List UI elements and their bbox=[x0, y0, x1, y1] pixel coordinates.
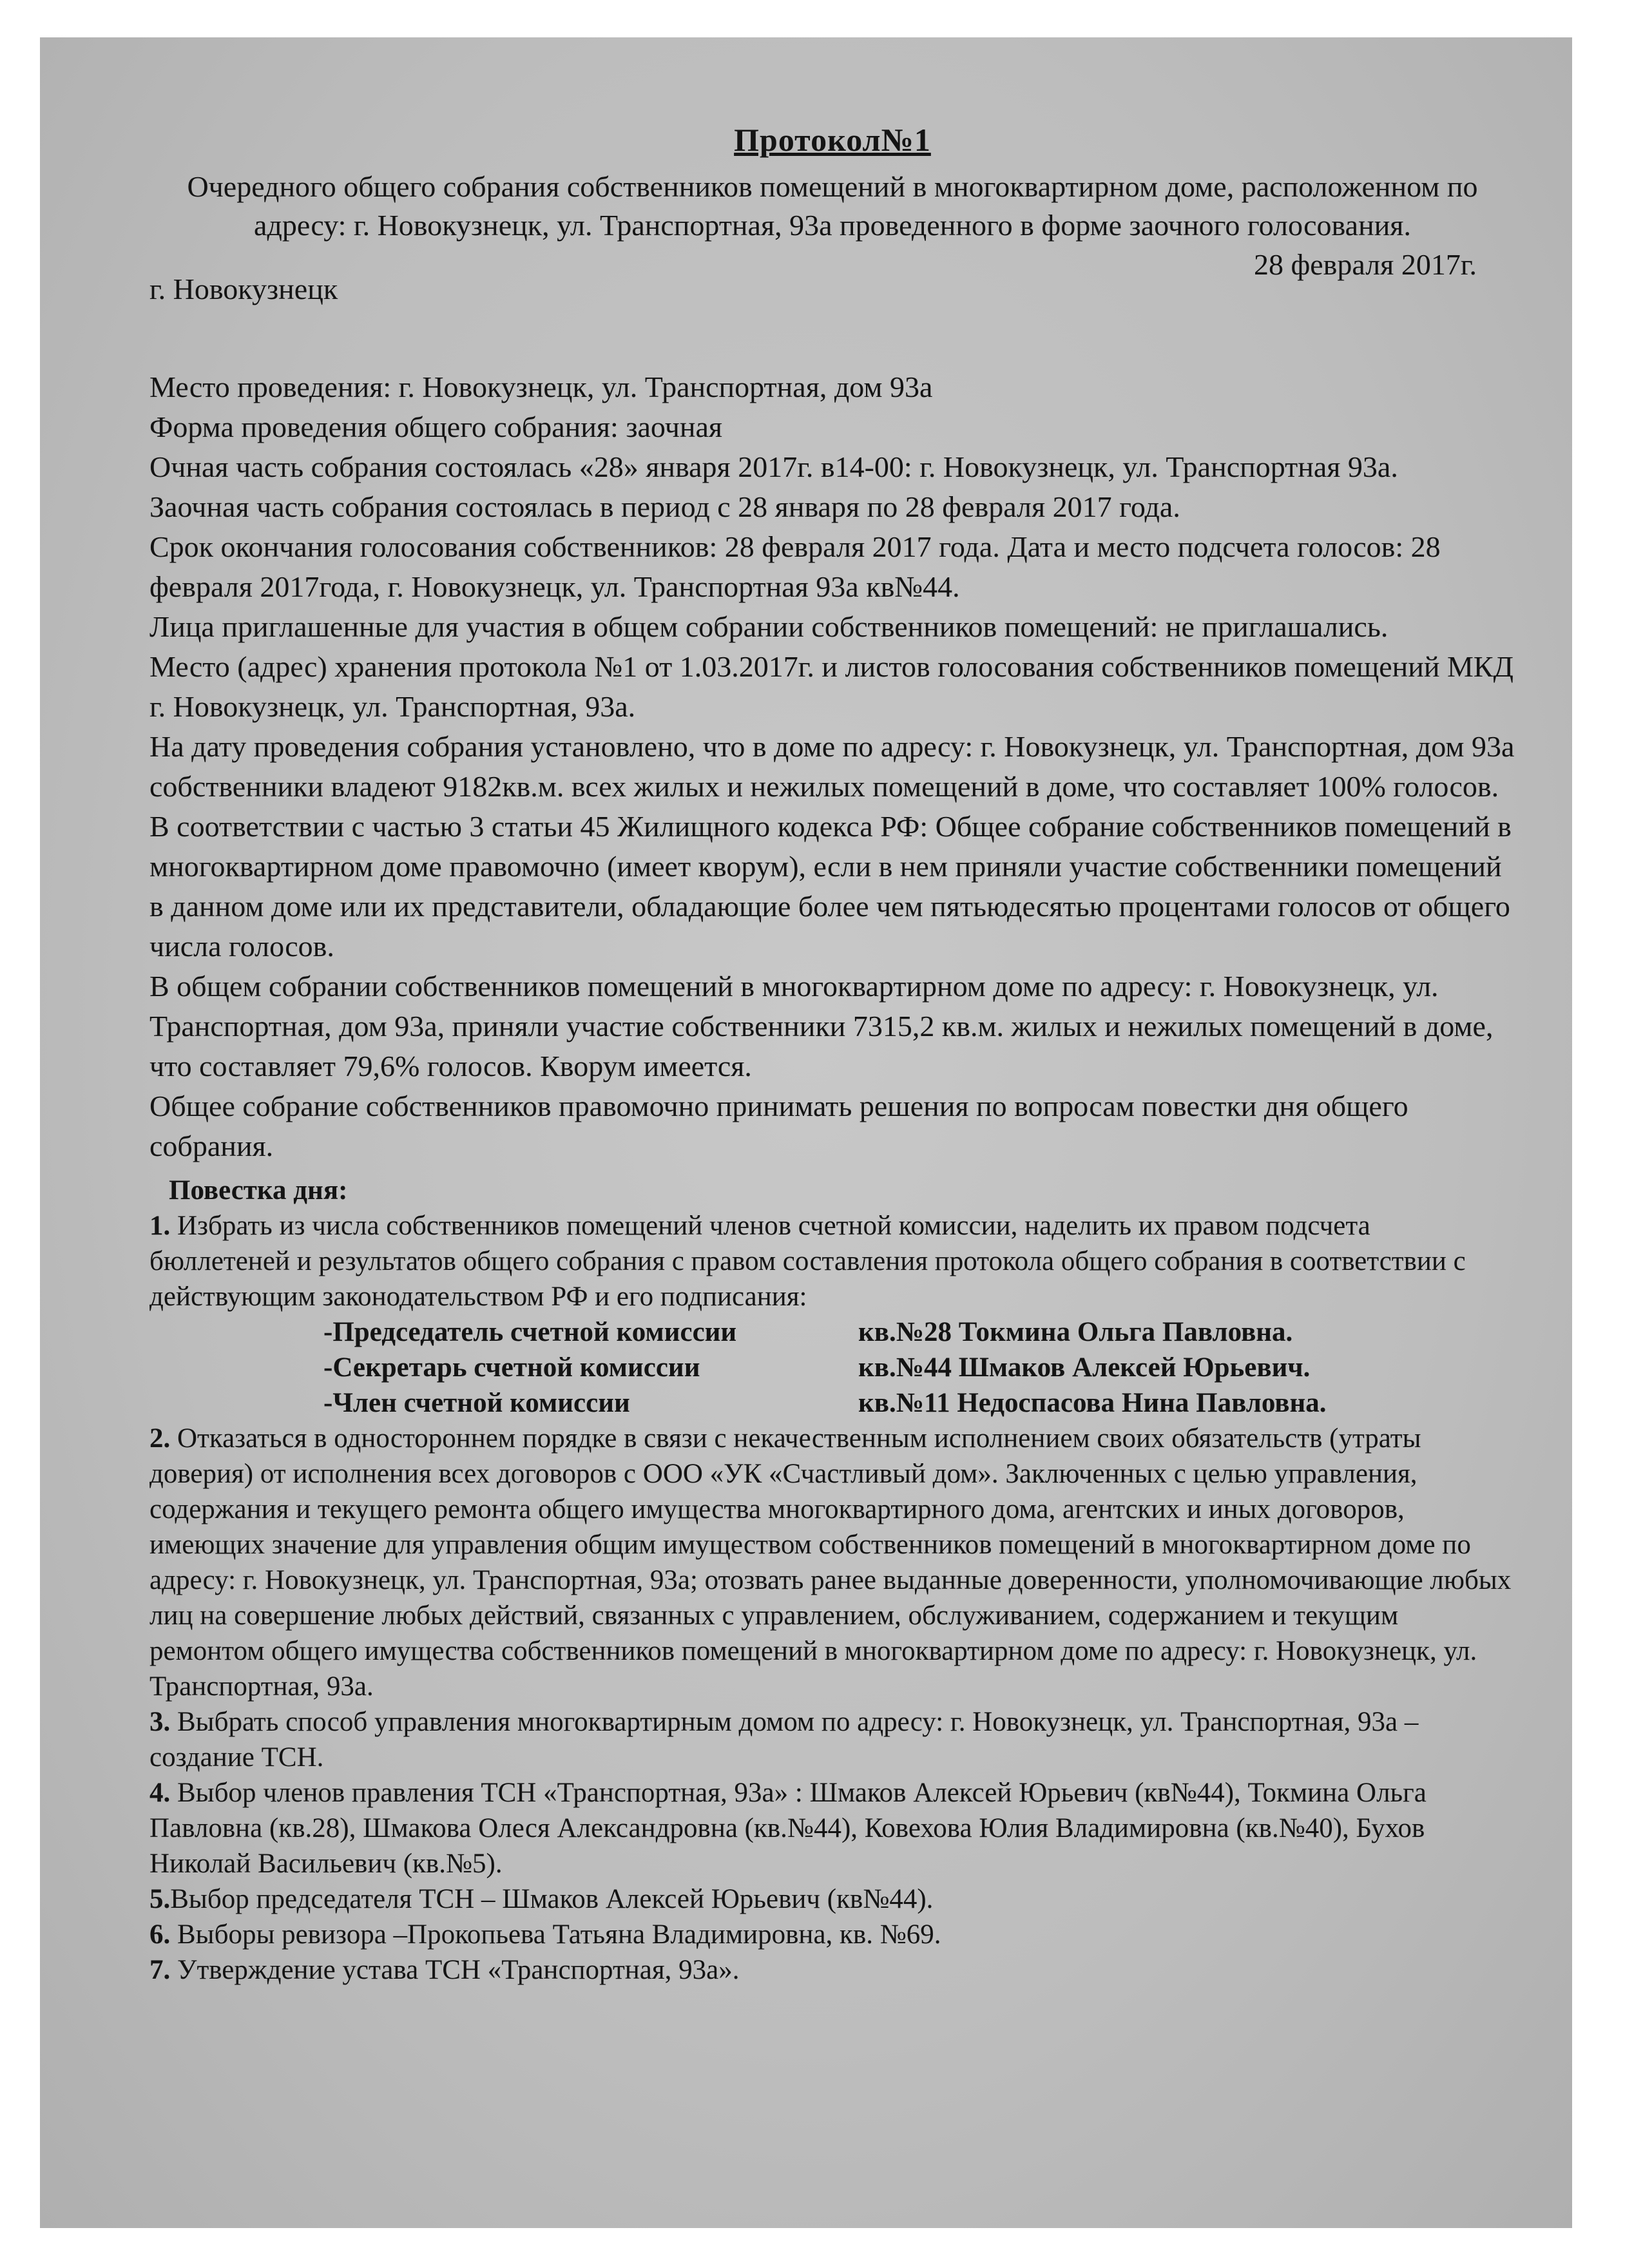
meeting-details bbox=[149, 367, 1515, 1166]
meta-paragraph: На дату проведения собрания установлено, что в доме по адресу: г. Новокузнецк, ул. Транспортная, дом 93а собственники владеют 9182кв.м. всех жилых и нежилых помещений в доме, что составляет 100% голосов. bbox=[149, 730, 1515, 803]
agenda-item-text: Утверждение устава ТСН «Транспортная, 93а». bbox=[170, 1955, 740, 1985]
agenda-section bbox=[149, 1173, 1515, 1988]
meta-paragraph: Лица приглашенные для участия в общем собрании собственников помещений: не приглашались. bbox=[149, 610, 1388, 643]
agenda-item bbox=[149, 1917, 1515, 1952]
agenda-item-number: 7. bbox=[149, 1955, 171, 1985]
agenda-item-text: Избрать из числа собственников помещений членов счетной комиссии, наделить их правом подсчета бюллетеней и результатов общего собрания с правом составления протокола общего собрания в соответствии с действующим законодательством РФ и его подписания: bbox=[149, 1211, 1466, 1312]
document-date: 28 февраля 2017г. bbox=[1253, 248, 1477, 281]
agenda-item bbox=[149, 1208, 1515, 1314]
meta-paragraph: Заочная часть собрания состоялась в период с 28 января по 28 февраля 2017 года. bbox=[149, 490, 1180, 523]
agenda-item-number: 5. bbox=[149, 1884, 171, 1914]
agenda-item-number: 1. bbox=[149, 1211, 171, 1241]
agenda-item bbox=[149, 1421, 1515, 1704]
agenda-item-number: 2. bbox=[149, 1423, 171, 1454]
agenda-item bbox=[149, 1704, 1515, 1775]
agenda-item bbox=[149, 1881, 1515, 1917]
meta-paragraph: Место проведения: г. Новокузнецк, ул. Транспортная, дом 93а bbox=[149, 370, 933, 403]
commission-role: -Председатель счетной комиссии bbox=[323, 1317, 737, 1347]
commission-person: кв.№44 Шмаков Алексей Юрьевич. bbox=[858, 1352, 1311, 1383]
scanned-sheet bbox=[40, 37, 1572, 2228]
meta-paragraph: В общем собрании собственников помещений в многоквартирном доме по адресу: г. Новокузнецк, ул. Транспортная, дом 93а, приняли участие собственники 7315,2 кв.м. жилых и нежилых помещений в доме, что составляет 79,6% голосов. Кворум имеется. bbox=[149, 970, 1494, 1082]
agenda-item-text: Выбор председателя ТСН – Шмаков Алексей Юрьевич (кв№44). bbox=[170, 1884, 934, 1914]
commission-role: -Секретарь счетной комиссии bbox=[323, 1352, 700, 1383]
meta-paragraph: Место (адрес) хранения протокола №1 от 1.03.2017г. и листов голосования собственников помещений МКД г. Новокузнецк, ул. Транспортная, 93а. bbox=[149, 650, 1513, 723]
agenda-item-number: 4. bbox=[149, 1778, 171, 1808]
agenda-item bbox=[149, 1775, 1515, 1881]
agenda-item-text: Выборы ревизора –Прокопьева Татьяна Владимировна, кв. №69. bbox=[170, 1919, 941, 1950]
agenda-item-text: Выбрать способ управления многоквартирным домом по адресу: г. Новокузнецк, ул. Транспортная, 93а – создание ТСН. bbox=[149, 1707, 1419, 1773]
protocol-page bbox=[149, 121, 1515, 1988]
commission-person: кв.№11 Недоспасова Нина Павловна. bbox=[858, 1388, 1327, 1418]
meta-paragraph: В соответствии с частью 3 статьи 45 Жилищного кодекса РФ: Общее собрание собственников помещений в многоквартирном доме правомочно (имеет кворум), если в нем приняли участие собственники помещений в данном доме или их представители, обладающие более чем пятьюдесятью процентами голосов от общего числа голосов. bbox=[149, 810, 1512, 963]
meta-paragraph: Срок окончания голосования собственников: 28 февраля 2017 года. Дата и место подсчета голосов: 28 февраля 2017года, г. Новокузнецк, ул. Транспортная 93а кв№44. bbox=[149, 530, 1441, 603]
document-title: Протокол№1 bbox=[734, 122, 931, 158]
agenda-item-number: 3. bbox=[149, 1707, 171, 1737]
meta-paragraph: Форма проведения общего собрания: заочная bbox=[149, 410, 723, 443]
commission-person: кв.№28 Токмина Ольга Павловна. bbox=[858, 1317, 1293, 1347]
counting-commission bbox=[323, 1314, 1515, 1421]
agenda-item bbox=[149, 1952, 1515, 1988]
meta-paragraph: Очная часть собрания состоялась «28» января 2017г. в14-00: г. Новокузнецк, ул. Транспортная 93а. bbox=[149, 450, 1398, 483]
agenda-item-text: Отказаться в одностороннем порядке в связи с некачественным исполнением своих обязательств (утраты доверия) от исполнения всех договоров с ООО «УК «Счастливый дом». Заключенных с целью управления, содержания и текущего ремонта общего имущества многоквартирного дома, агентских и иных договоров, имеющих значение для управления общим имуществом собственников помещений в многоквартирном доме по адресу: г. Новокузнецк, ул. Транспортная, 93а; отозвать ранее выданные доверенности, уполномочивающие любых лиц на совершение любых действий, связанных с управлением, обслуживанием, содержанием и текущим ремонтом общего имущества собственников помещений в многоквартирном доме по адресу: г. Новокузнецк, ул. Транспортная, 93а. bbox=[149, 1423, 1512, 1702]
meta-paragraph: Общее собрание собственников правомочно принимать решения по вопросам повестки дня общего собрания. bbox=[149, 1090, 1408, 1162]
commission-role: -Член счетной комиссии bbox=[323, 1388, 630, 1418]
document-city: г. Новокузнецк bbox=[149, 273, 338, 305]
agenda-heading: Повестка дня: bbox=[169, 1175, 348, 1206]
agenda-item-number: 6. bbox=[149, 1919, 171, 1950]
agenda-item-text: Выбор членов правления ТСН «Транспортная, 93а» : Шмаков Алексей Юрьевич (кв№44), Токмина Ольга Павловна (кв.28), Шмакова Олеся Александровна (кв.№44), Ковехова Юлия Владимировна (кв.№40), Бухов Николай Васильевич (кв.№5). bbox=[149, 1778, 1427, 1879]
city-date-row bbox=[149, 245, 1515, 322]
document-subtitle: Очередного общего собрания собственников помещений в многоквартирном доме, расположенном по адресу: г. Новокузнецк, ул. Транспортная, 93а проведенного в форме заочного голосования. bbox=[187, 170, 1478, 242]
